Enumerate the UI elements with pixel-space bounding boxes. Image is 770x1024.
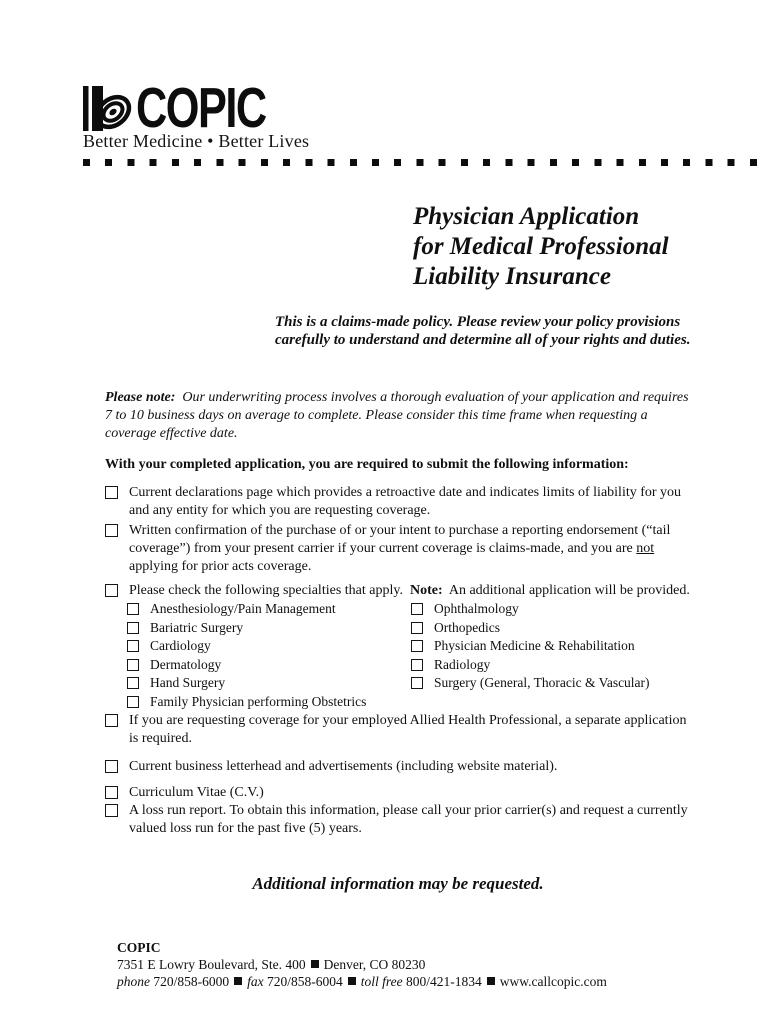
requirement-item-cv: Curriculum Vitae (C.V.) <box>105 784 264 802</box>
checkbox[interactable] <box>411 659 423 671</box>
additional-info-note: Additional information may be requested. <box>252 874 544 893</box>
specialties-right-column <box>411 600 650 693</box>
copic-logo <box>83 76 307 140</box>
phone-label: phone <box>117 974 150 989</box>
checkbox[interactable] <box>411 603 423 615</box>
checkbox[interactable] <box>411 677 423 689</box>
tollfree-number: 800/421-1834 <box>406 974 482 989</box>
phone-number: 720/858-6000 <box>153 974 230 989</box>
website-text: www.callcopic.com <box>499 974 607 989</box>
page-title <box>413 202 669 292</box>
fax-label: fax <box>247 974 264 989</box>
checkbox[interactable] <box>127 622 139 634</box>
underwriting-note: Please note: Our underwriting process involves a thorough evaluation of your application and requires 7 to 10 business days on average to complete. Please consider this time frame when requesting a coverage effective date. <box>105 390 689 441</box>
requirement-item-specialties: Please check the following specialties that apply. Note: An additional application will be provided. <box>105 582 690 600</box>
brand-wordmark: COPIC <box>136 76 266 140</box>
checkbox[interactable] <box>105 786 118 799</box>
tollfree-label: toll free <box>360 974 403 989</box>
footer-address-line: 7351 E Lowry Boulevard, Ste. 400 Denver, CO 80230 <box>117 957 426 972</box>
checkbox[interactable] <box>411 640 423 652</box>
checkbox[interactable] <box>105 584 118 597</box>
page-title-line: for Medical Professional <box>413 233 669 260</box>
specialty-item: Bariatric Surgery <box>127 619 366 638</box>
requirements-heading: With your completed application, you are required to submit the following information: <box>105 457 629 472</box>
square-separator-icon <box>348 977 356 985</box>
requirement-item-allied-health: If you are requesting coverage for your employed Allied Health Professional, a separate application is required. <box>105 712 686 748</box>
requirement-item-tail-coverage: Written confirmation of the purchase of or your intent to purchase a reporting endorsement (“tail coverage”) from your present carrier if your current coverage is claims-made, and you are not applying for prior acts coverage. <box>105 522 670 576</box>
checkbox[interactable] <box>411 622 423 634</box>
dotted-separator <box>83 159 757 166</box>
checkbox[interactable] <box>105 760 118 773</box>
specialty-item: Orthopedics <box>411 619 650 638</box>
specialty-item: Surgery (General, Thoracic & Vascular) <box>411 674 650 693</box>
checkbox[interactable] <box>105 486 118 499</box>
brand-tagline: Better Medicine • Better Lives <box>83 131 310 151</box>
fax-number: 720/858-6004 <box>267 974 343 989</box>
specialty-item: Hand Surgery <box>127 674 366 693</box>
underlined-not: not <box>636 541 655 556</box>
claims-made-notice: This is a claims-made policy. Please review your policy provisions carefully to understand and determine all of your rights and duties. <box>275 314 691 348</box>
square-separator-icon <box>487 977 495 985</box>
requirement-item-letterhead: Current business letterhead and advertisements (including website material). <box>105 758 557 776</box>
requirement-item-loss-run: A loss run report. To obtain this information, please call your prior carrier(s) and request a currently valued loss run for the past five (5) years. <box>105 802 688 838</box>
specialty-item: Ophthalmology <box>411 600 650 619</box>
specialty-item: Dermatology <box>127 656 366 675</box>
checkbox[interactable] <box>105 714 118 727</box>
specialty-item: Family Physician performing Obstetrics <box>127 693 366 712</box>
footer <box>117 939 607 990</box>
checkbox[interactable] <box>127 640 139 652</box>
checkbox[interactable] <box>127 677 139 689</box>
square-separator-icon <box>311 960 319 968</box>
footer-company-name: COPIC <box>117 940 161 955</box>
specialty-item: Anesthesiology/Pain Management <box>127 600 366 619</box>
checkbox[interactable] <box>127 659 139 671</box>
requirement-item-declarations: Current declarations page which provides a retroactive date and indicates limits of liability for you and any entity for which you are requesting coverage. <box>105 484 681 520</box>
specialty-item: Cardiology <box>127 637 366 656</box>
square-separator-icon <box>234 977 242 985</box>
footer-contact-line <box>117 973 607 990</box>
checkbox[interactable] <box>127 603 139 615</box>
specialty-item: Radiology <box>411 656 650 675</box>
page-title-line: Physician Application <box>413 203 640 230</box>
checkbox[interactable] <box>105 804 118 817</box>
checkbox[interactable] <box>127 696 139 708</box>
copic-k-ripple-mark-icon <box>83 86 132 136</box>
specialty-item: Physician Medicine & Rehabilitation <box>411 637 650 656</box>
note-label: Note: <box>409 583 443 598</box>
page-title-line: Liability Insurance <box>413 263 611 290</box>
note-lead: Please note: <box>105 390 176 405</box>
specialties-left-column <box>127 600 366 711</box>
checkbox[interactable] <box>105 524 118 537</box>
